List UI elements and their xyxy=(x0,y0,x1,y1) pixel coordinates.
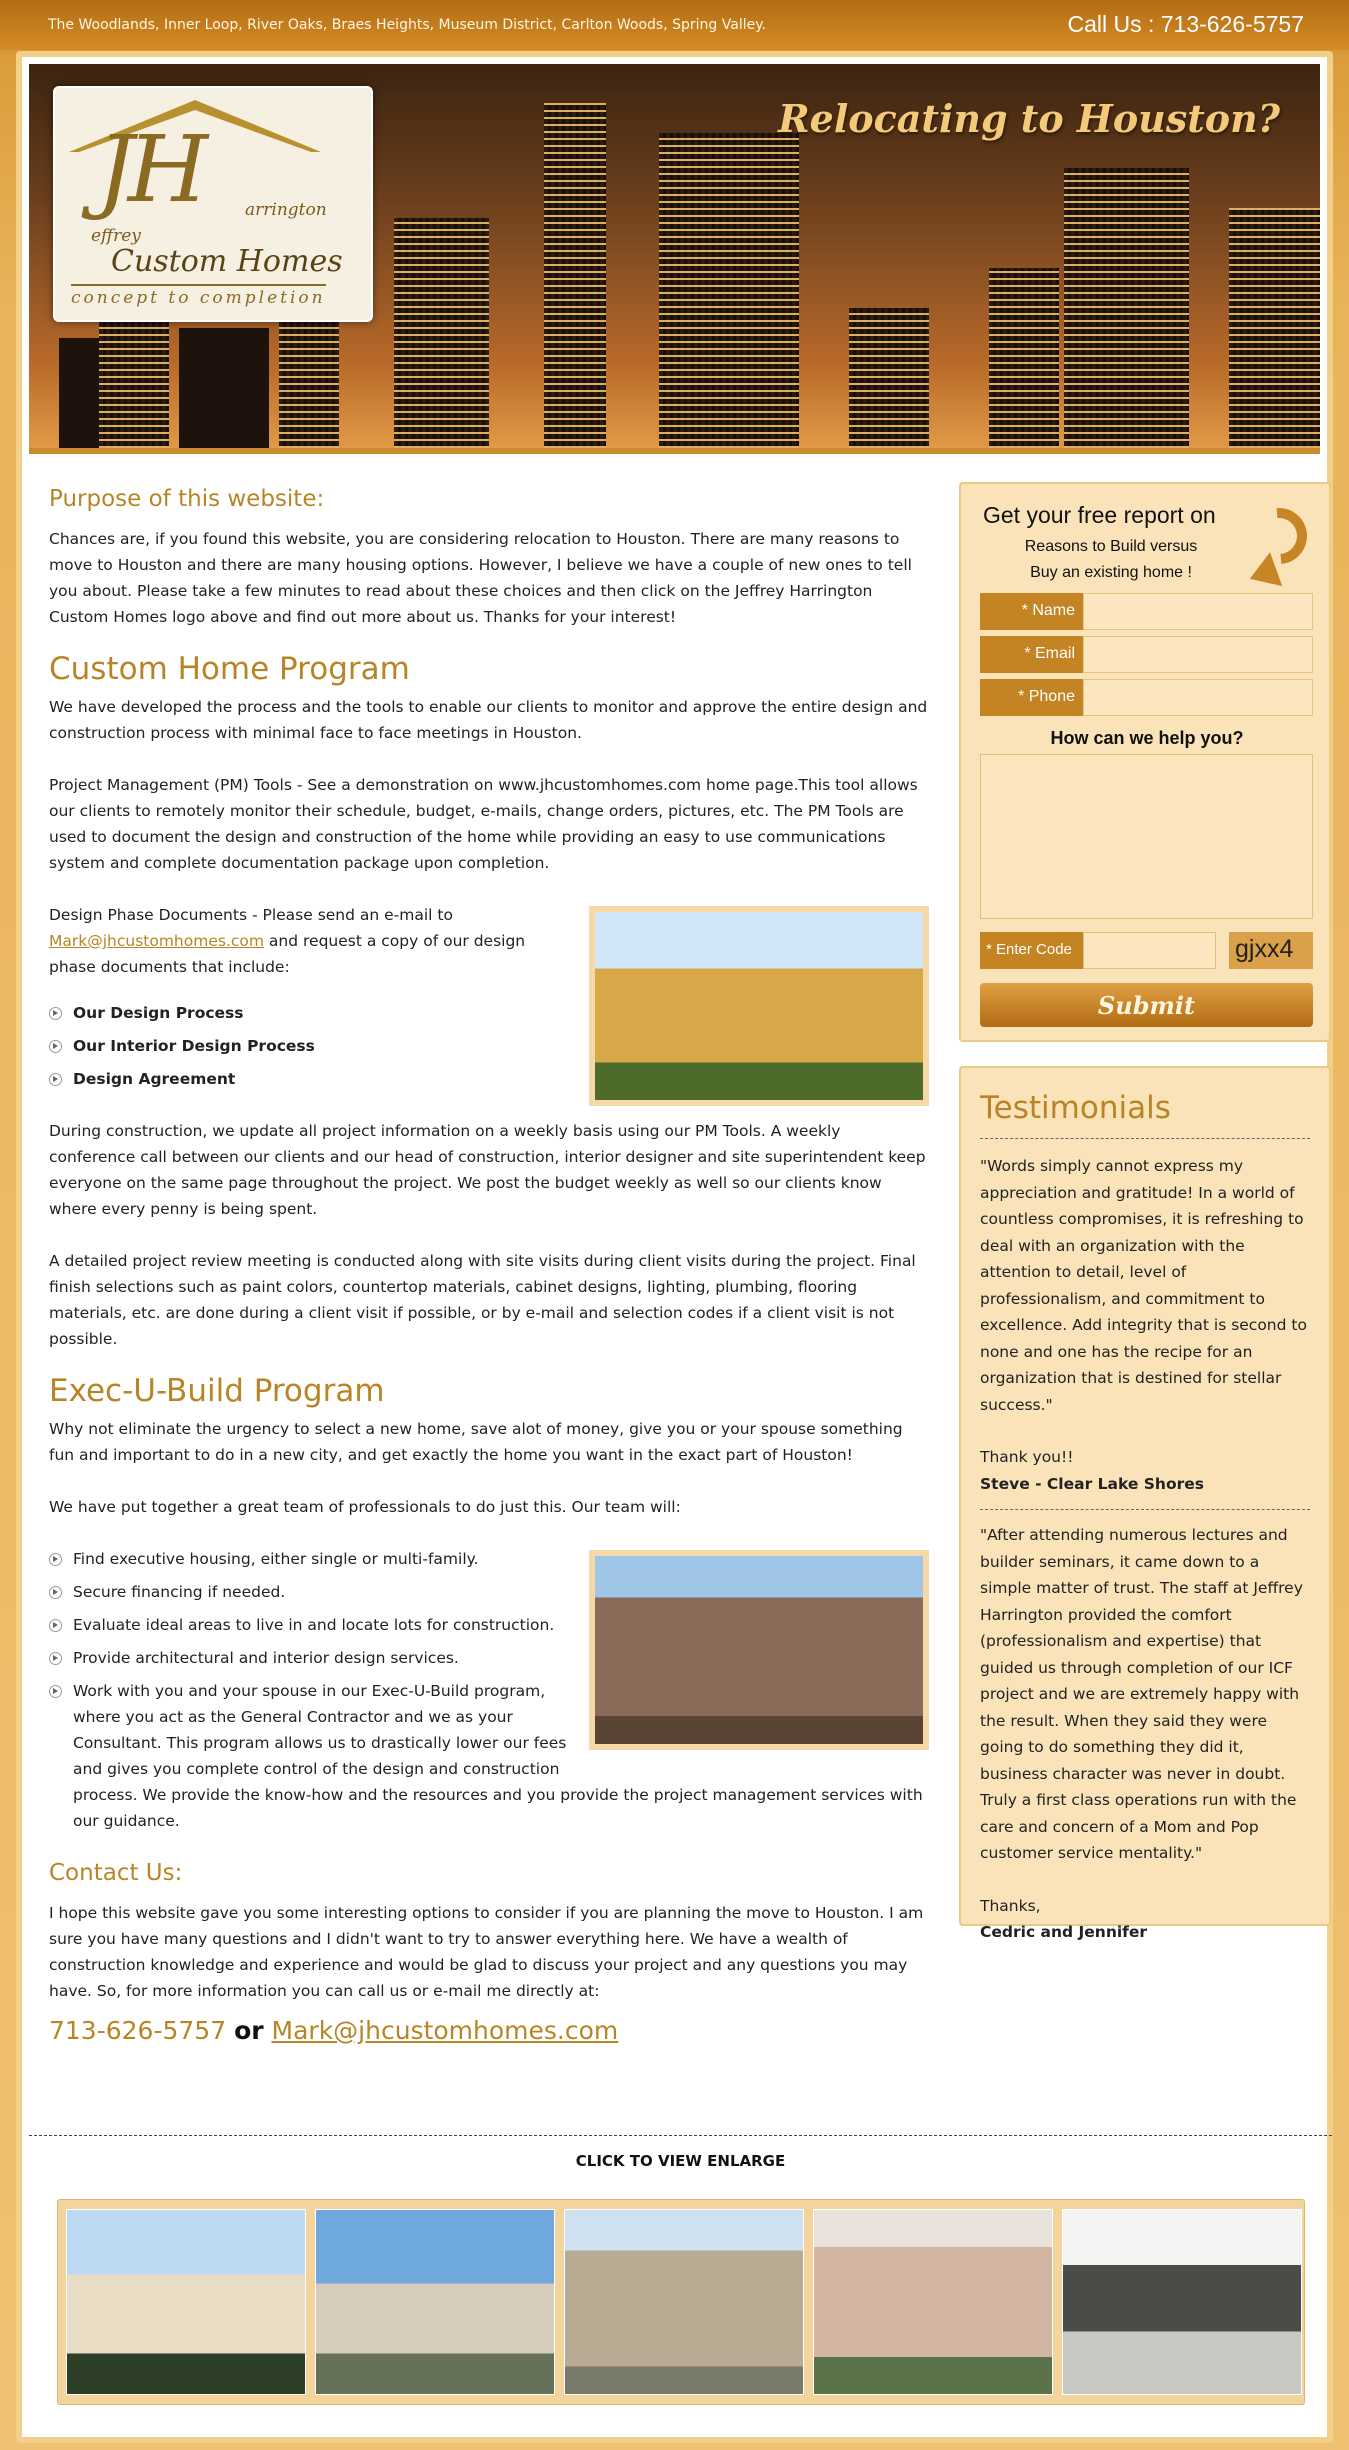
contact-line xyxy=(49,2018,929,2044)
message-textarea[interactable] xyxy=(980,754,1313,919)
gallery-thumbnail[interactable] xyxy=(813,2209,1053,2395)
phone-label: * Phone xyxy=(980,679,1083,716)
skyline-building xyxy=(179,328,269,448)
hero-tagline: Relocating to Houston? xyxy=(778,96,1280,141)
contact-phone[interactable]: 713-626-5757 xyxy=(49,2016,227,2045)
form-sub-line: Reasons to Build versus xyxy=(1024,538,1198,555)
list-item: Work with you and your spouse in our Exec-U-Build program, where you act as the General Contractor and we as your Consultant. This program allows us to drastically lower our fees and gives you complete control of the design and construction process. We provide the know-how and the resources and you provide the project management services with our guidance. xyxy=(49,1678,929,1834)
custom-home-title: Custom Home Program xyxy=(49,651,410,687)
logo-slogan: concept to completion xyxy=(71,284,326,308)
testimonial-author: Cedric and Jennifer xyxy=(980,1923,1148,1941)
exec-list xyxy=(49,1546,929,1834)
form-subheading xyxy=(961,534,1261,586)
code-field[interactable] xyxy=(1083,932,1216,969)
gallery-thumbnail[interactable] xyxy=(315,2209,555,2395)
email-field[interactable] xyxy=(1083,636,1313,673)
captcha-image: gjxx4 xyxy=(1229,932,1313,969)
testimonial-quote: "Words simply cannot express my appreciation and gratitude! In a world of countless compromises, it is refreshing to deal with an organization with the attention to detail, level of professionalism, and commitment to excellence. Add integrity that is second to none and one has the recipe for an organization that is destined for stellar success." xyxy=(980,1157,1307,1414)
list-item: Secure financing if needed. xyxy=(49,1579,929,1605)
logo-first-name: effrey xyxy=(91,226,141,246)
gallery-thumbnail[interactable] xyxy=(564,2209,804,2395)
skyline-building xyxy=(849,308,929,448)
skyline-building xyxy=(544,103,606,448)
list-item: Design Agreement xyxy=(49,1066,929,1092)
contact-title: Contact Us: xyxy=(49,1860,183,1886)
gallery-thumbnail[interactable] xyxy=(1062,2209,1302,2395)
name-field[interactable] xyxy=(1083,593,1313,630)
gallery-caption: CLICK TO VIEW ENLARGE xyxy=(575,2152,786,2170)
phone-field[interactable] xyxy=(1083,679,1313,716)
form-heading: Get your free report on xyxy=(983,502,1216,528)
exec-team: We have put together a great team of professionals to do just this. Our team will: xyxy=(49,1498,681,1516)
pm-tools-text: Project Management (PM) Tools - See a demonstration on www.jhcustomhomes.com home page.This tool allows our clients to remotely monitor their schedule, budget, e-mails, change orders, pictures, etc. The PM Tools are used to document the design and construction of the home while providing an easy to use communications system and complete documentation package upon completion. xyxy=(49,776,918,872)
email-label: * Email xyxy=(980,636,1083,673)
testimonial-thanks: Thank you!! xyxy=(980,1448,1074,1466)
help-label: How can we help you? xyxy=(1050,728,1244,748)
submit-button[interactable]: Submit xyxy=(980,983,1313,1027)
list-item: Evaluate ideal areas to live in and locate lots for construction. xyxy=(49,1612,929,1638)
name-row xyxy=(980,593,1313,630)
exec-u-build-title: Exec-U-Build Program xyxy=(49,1373,385,1409)
call-us-phone[interactable]: Call Us : 713-626-5757 xyxy=(1067,11,1304,37)
form-sub-line: Buy an existing home ! xyxy=(1030,564,1192,581)
exec-intro: Why not eliminate the urgency to select a new home, save alot of money, give you or your spouse something fun and important to do in a new city, and get exactly the home you want in the exact part of Houston! xyxy=(49,1420,903,1464)
skyline-building xyxy=(659,133,799,448)
purpose-text: Chances are, if you found this website, you are considering relocation to Houston. There are many reasons to move to Houston and there are many housing options. However, I believe we have a couple of new ones to tell you about. Please take a few minutes to read about these choices and then click on the Jeffrey Harrington Custom Homes logo above and find out more about us. Thanks for your interest! xyxy=(49,530,912,626)
testimonials-panel xyxy=(959,1066,1331,1941)
hero-banner xyxy=(29,64,1320,454)
name-label: * Name xyxy=(980,593,1083,630)
gallery-thumbnail[interactable] xyxy=(66,2209,306,2395)
top-bar xyxy=(0,0,1349,50)
main-content xyxy=(49,486,929,2044)
skyline-building xyxy=(394,218,489,448)
design-docs-list xyxy=(49,1000,929,1092)
email-link[interactable]: Mark@jhcustomhomes.com xyxy=(49,932,264,950)
skyline-building xyxy=(279,308,339,448)
list-item: Provide architectural and interior design services. xyxy=(49,1645,929,1671)
logo-brand: Custom Homes xyxy=(111,244,343,279)
list-item: Find executive housing, either single or multi-family. xyxy=(49,1546,929,1572)
construction-text: During construction, we update all project information on a weekly basis using our PM Tools. A weekly conference call between our clients and our head of construction, interior designer and site superintendent keep everyone on the same page throughout the project. We post the budget weekly as well so our clients know where every penny is being spent. xyxy=(49,1122,926,1218)
company-logo[interactable] xyxy=(53,86,373,322)
testimonial-author: Steve - Clear Lake Shores xyxy=(980,1471,1310,1511)
code-label: * Enter Code xyxy=(980,932,1083,969)
free-report-form xyxy=(959,482,1331,1042)
contact-email-link[interactable]: Mark@jhcustomhomes.com xyxy=(271,2016,619,2045)
skyline-building xyxy=(989,268,1059,448)
logo-last-name: arrington xyxy=(245,200,327,220)
list-item: Our Design Process xyxy=(49,1000,929,1026)
custom-intro: We have developed the process and the tools to enable our clients to monitor and approve the entire design and construction process with minimal face to face meetings in Houston. xyxy=(49,698,928,742)
testimonial-quote: "After attending numerous lectures and builder seminars, it came down to a simple matter of trust. The staff at Jeffrey Harrington provided the comfort (professionalism and expertise) that guided us through completion of our ICF project and we are extremely happy with the result. When they said they were going to do something they did it, business character was never in doubt. Truly a first class operations run with the care and concern of a Mom and Pop customer service mentality." xyxy=(980,1526,1303,1862)
section-divider xyxy=(29,2135,1332,2136)
skyline-building xyxy=(1229,208,1320,448)
service-areas: The Woodlands, Inner Loop, River Oaks, Braes Heights, Museum District, Carlton Woods, Spring Valley. xyxy=(48,17,766,33)
purpose-title: Purpose of this website: xyxy=(49,486,325,512)
contact-text: I hope this website gave you some interesting options to consider if you are planning the move to Houston. I am sure you have many questions and I didn't want to try to answer everything here. We have a wealth of construction knowledge and experience and would be glad to discuss your project and any questions you may have. So, for more information you can call us or e-mail me directly at: xyxy=(49,1904,924,2000)
logo-initials: JH xyxy=(97,116,203,223)
email-row xyxy=(980,636,1313,673)
list-item: Our Interior Design Process xyxy=(49,1033,929,1059)
review-text: A detailed project review meeting is conducted along with site visits during client visits during the project. Final finish selections such as paint colors, countertop materials, cabinet designs, lighting, plumbing, flooring materials, etc. are done during a client visit if possible, or by e-mail and selection codes if a client visit is not possible. xyxy=(49,1252,916,1348)
testimonials-title: Testimonials xyxy=(980,1090,1310,1139)
testimonial-thanks: Thanks, xyxy=(980,1896,1041,1915)
contact-or: or xyxy=(234,2016,264,2045)
design-docs-lead: Design Phase Documents - Please send an e-mail to xyxy=(49,906,453,924)
photo-gallery xyxy=(57,2199,1305,2405)
skyline-building xyxy=(1064,168,1189,448)
design-docs-tail: and request a copy of our design phase documents that include: xyxy=(49,932,526,976)
phone-row xyxy=(980,679,1313,716)
